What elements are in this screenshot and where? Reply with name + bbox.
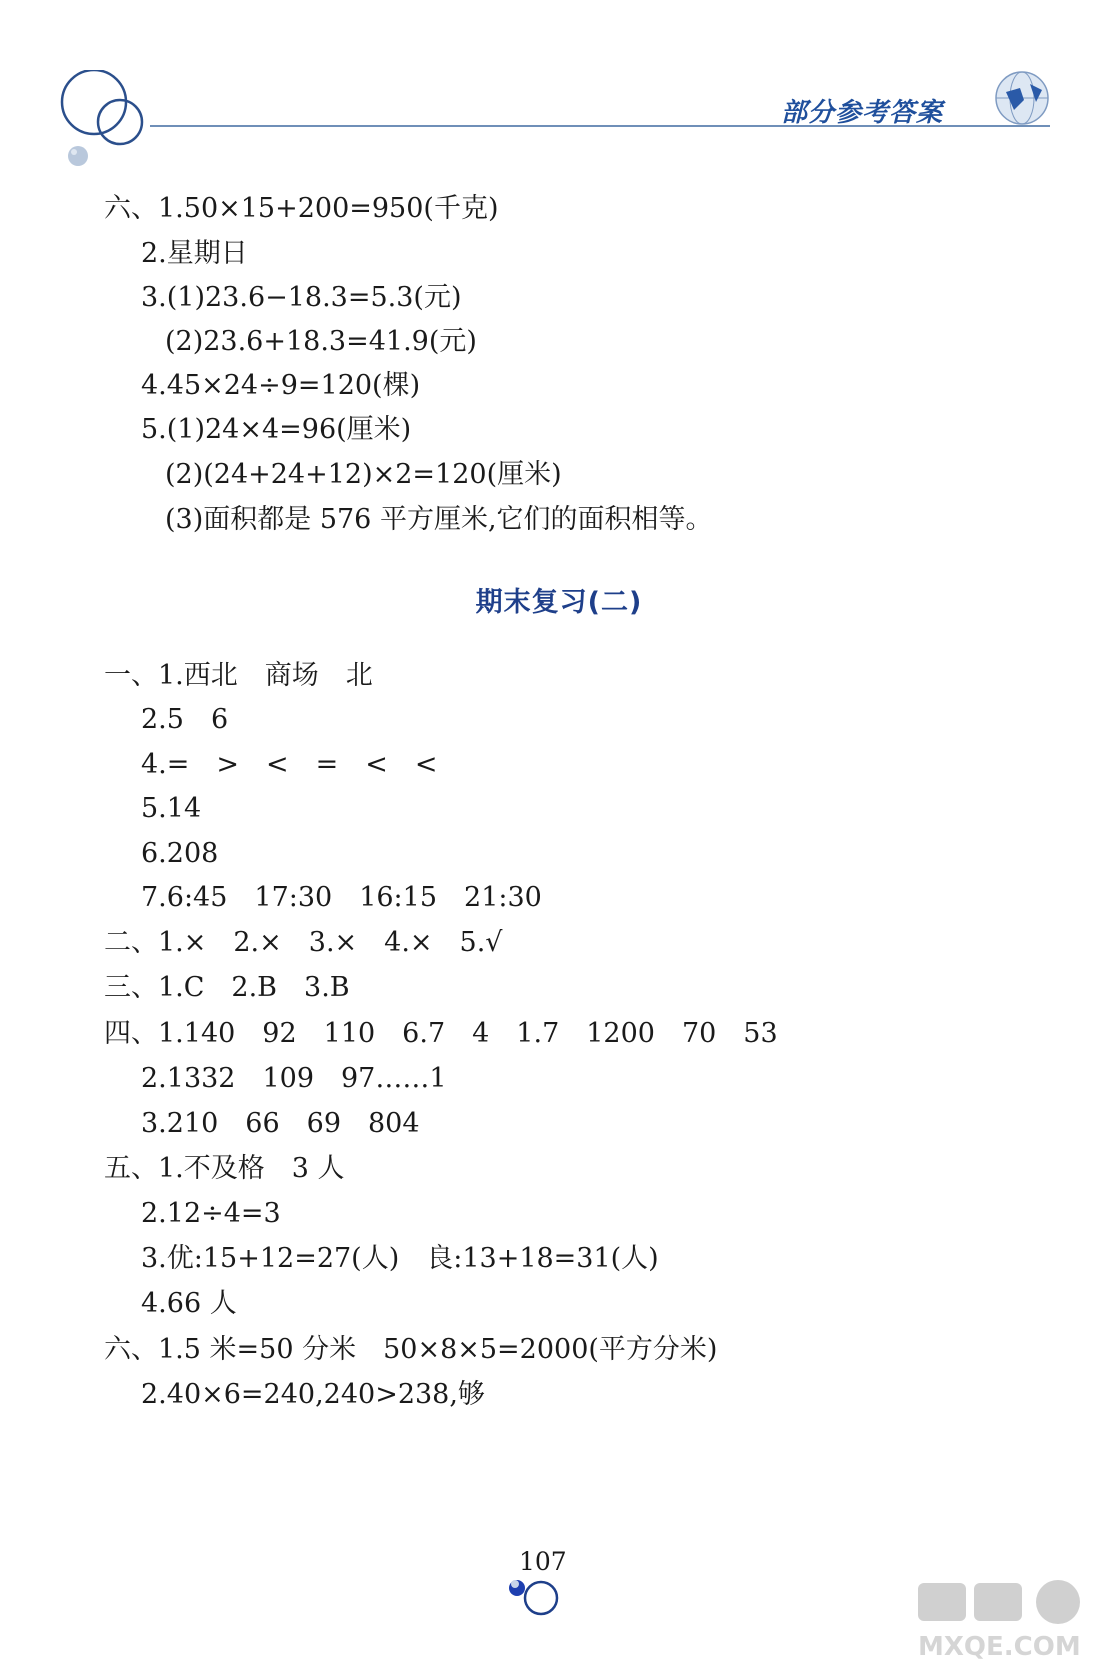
answer-line: 7.6:45 17:30 16:15 21:30 (141, 882, 542, 913)
answer-line: 一、1.西北 商场 北 (104, 660, 373, 691)
section-title: 期末复习(二) (475, 587, 643, 618)
header-title: 部分参考答案 (780, 98, 943, 128)
answer-line: (2)(24+24+12)×2=120(厘米) (165, 459, 562, 490)
answer-line: 2.5 6 (141, 704, 229, 735)
answer-line: 2.40×6=240,240>238,够 (141, 1379, 485, 1410)
answer-line: 3.优:15+12=27(人) 良:13+18=31(人) (141, 1243, 659, 1274)
answer-line: 三、1.C 2.B 3.B (104, 972, 350, 1003)
answer-line: 6.208 (141, 838, 219, 869)
watermark-logo (898, 1575, 1118, 1665)
answer-line: 3.(1)23.6−18.3=5.3(元) (141, 282, 462, 313)
answer-line: 二、1.× 2.× 3.× 4.× 5.√ (104, 927, 503, 958)
answer-line: 2.1332 109 97……1 (141, 1063, 447, 1094)
answer-line: (2)23.6+18.3=41.9(元) (165, 326, 477, 357)
answer-line: 4.66 人 (141, 1288, 237, 1319)
answer-line: 5.14 (141, 793, 202, 824)
answer-line: 四、1.140 92 110 6.7 4 1.7 1200 70 53 (104, 1018, 778, 1049)
globe-icon (986, 70, 1058, 130)
answer-line: 4.45×24÷9=120(棵) (141, 370, 421, 401)
answer-line: 2.星期日 (141, 238, 248, 269)
answer-line: 3.210 66 69 804 (141, 1108, 420, 1139)
answer-line: (3)面积都是 576 平方厘米,它们的面积相等。 (165, 504, 713, 535)
answer-line: 六、1.5 米=50 分米 50×8×5=2000(平方分米) (104, 1334, 718, 1365)
svg-text:MXQE.COM: MXQE.COM (918, 1632, 1081, 1662)
answer-line: 六、1.50×15+200=950(千克) (104, 193, 499, 224)
answer-line: 2.12÷4=3 (141, 1198, 281, 1229)
page-number: 107 (519, 1547, 567, 1576)
answer-line: 五、1.不及格 3 人 (104, 1153, 345, 1184)
answer-line: 5.(1)24×4=96(厘米) (141, 414, 412, 445)
footer-circles-decoration (505, 1570, 577, 1618)
answer-line: 4.= > < = < < (141, 749, 438, 780)
